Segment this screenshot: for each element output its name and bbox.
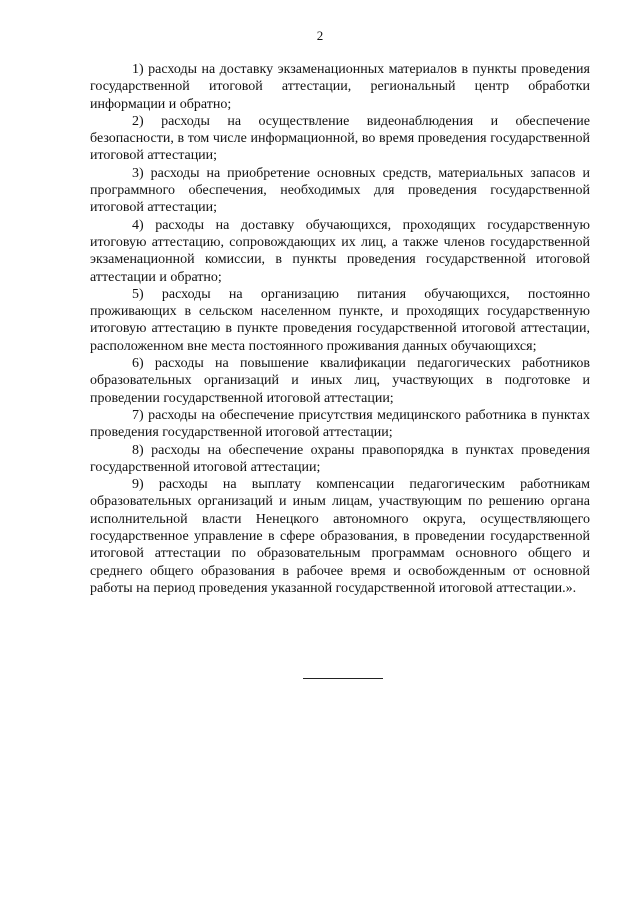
list-item-4: 4) расходы на доставку обучающихся, проходящих государственную итоговую аттестацию, сопровождающих их лиц, а также членов государственной экзаменационной комиссии, в пункты проведения государственной итоговой аттестации и обратно; [90,217,590,285]
page-number: 2 [316,28,324,43]
list-item-1: 1) расходы на доставку экзаменационных материалов в пункты проведения государственной итоговой аттестации, региональный центр обработки информации и обратно; [90,62,590,112]
list-item-9: 9) расходы на выплату компенсации педагогическим работникам образовательных организаций и иным лицам, участвующим по решению органа исполнительной власти Ненецкого автономного округа, осуществляющего государственное управление в сфере образования, в проведении государственной итоговой аттестации по образовательным программам основного общего и среднего общего образования в рабочее время и освобожденным от основной работы на период проведения указанной государственной итоговой аттестации.». [90,477,590,596]
closing-divider-line [303,678,383,679]
list-item-7: 7) расходы на обеспечение присутствия медицинского работника в пунктах проведения государственной итоговой аттестации; [90,407,590,441]
document-body [90,61,590,597]
list-item-5: 5) расходы на организацию питания обучающихся, постоянно проживающих в сельском населенном пункте, и проходящих государственную итоговую аттестацию в пункте проведения государственной итоговой аттестации, расположенном вне места постоянного проживания данных обучающихся; [90,286,590,354]
list-item-8: 8) расходы на обеспечение охраны правопорядка в пунктах проведения государственной итоговой аттестации; [90,442,590,475]
list-item-2: 2) расходы на осуществление видеонаблюдения и обеспечение безопасности, в том числе информационной, во время проведения государственной итоговой аттестации; [90,113,590,164]
list-item-6: 6) расходы на повышение квалификации педагогических работников образовательных организаций и иных лиц, участвующих в подготовке и проведении государственной итоговой аттестации; [90,356,590,406]
list-item-3: 3) расходы на приобретение основных средств, материальных запасов и программного обеспечения, необходимых для проведения государственной итоговой аттестации; [90,165,590,216]
